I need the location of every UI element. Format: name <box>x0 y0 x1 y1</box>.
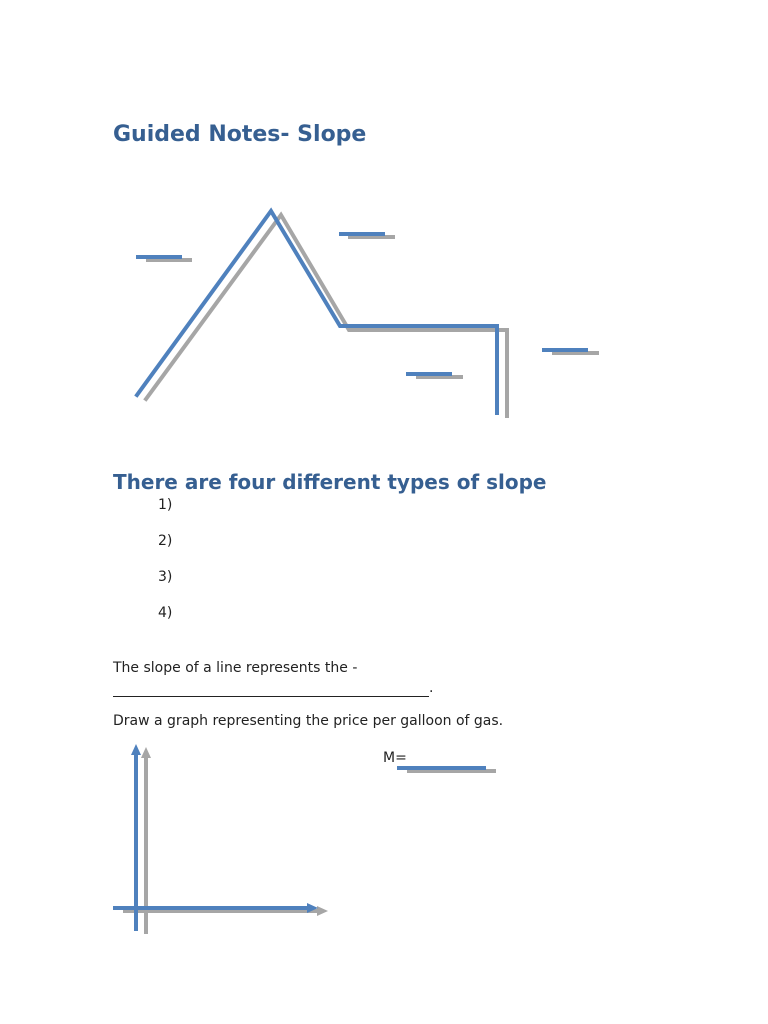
types-list <box>158 496 172 640</box>
gas-graph-axes <box>113 744 328 934</box>
x-axis-arrow-shadow <box>317 906 328 916</box>
types-heading: There are four different types of slope <box>113 470 547 494</box>
axes-main <box>113 753 310 931</box>
m-label: M= <box>383 750 407 766</box>
list-item: 3) <box>158 569 173 585</box>
y-axis-arrow-shadow <box>141 747 151 758</box>
page-title: Guided Notes- Slope <box>113 122 367 147</box>
y-axis-arrow <box>131 744 141 755</box>
m-answer-blank <box>397 768 496 771</box>
slope-sentence: The slope of a line represents the - <box>113 660 358 676</box>
list-item: 2) <box>158 533 173 549</box>
graph-prompt: Draw a graph representing the price per galloon of gas. <box>113 713 504 729</box>
list-item: 1) <box>158 497 173 513</box>
mountain-path-shadow <box>146 215 507 416</box>
list-item: 4) <box>158 605 173 621</box>
slope-answer-blank <box>113 679 433 697</box>
sentence-period: . <box>429 680 434 696</box>
answer-underline <box>113 683 429 697</box>
slope-shapes-main <box>137 211 586 413</box>
slope-shapes-shadow <box>146 215 597 416</box>
mountain-path <box>137 211 497 413</box>
